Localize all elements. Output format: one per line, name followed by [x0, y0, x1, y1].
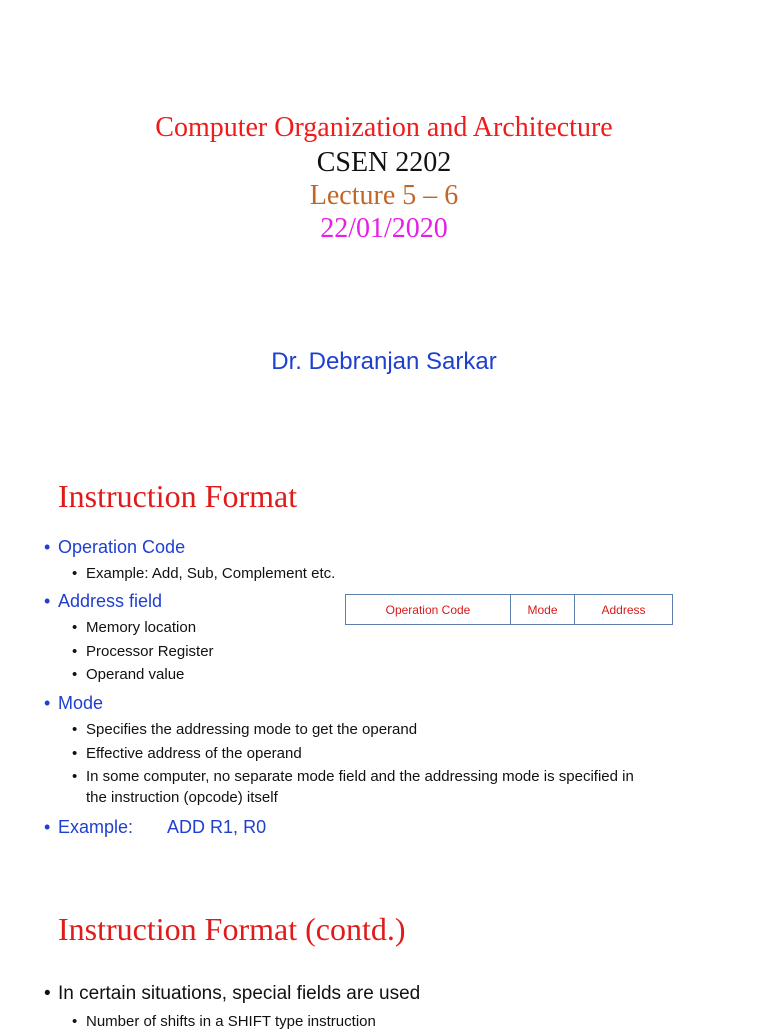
slide-heading: Instruction Format	[58, 478, 298, 514]
bullet-label: In certain situations, special fields are used	[58, 983, 421, 1004]
sub-bullet-operand-value	[72, 666, 184, 683]
sub-bullet-continuation: the instruction (opcode) itself	[86, 789, 278, 806]
bullet-dot: •	[72, 768, 78, 785]
sub-bullet-text: Example: Add, Sub, Complement etc.	[86, 565, 336, 582]
format-cell-mode: Mode	[511, 595, 575, 624]
lecture-number: Lecture 5 – 6	[309, 180, 459, 211]
instruction-format-contd-slide	[0, 880, 768, 1030]
lecture-date: 22/01/2020	[320, 213, 448, 244]
bullet-mode	[44, 693, 103, 714]
slide-heading: Instruction Format (contd.)	[58, 911, 406, 947]
author-name: Dr. Debranjan Sarkar	[271, 348, 497, 375]
course-code: CSEN 2202	[316, 147, 452, 178]
course-title: Computer Organization and Architecture	[155, 112, 613, 143]
bullet-dot: •	[72, 643, 78, 660]
bullet-dot: •	[72, 619, 78, 636]
sub-bullet-text: Effective address of the operand	[86, 745, 302, 762]
sub-bullet-text: Processor Register	[86, 643, 214, 660]
bullet-dot: •	[44, 591, 51, 611]
sub-bullet-text: Number of shifts in a SHIFT type instruction	[86, 1013, 376, 1030]
bullet-label: Address field	[58, 591, 163, 611]
sub-bullet-number-of-shifts	[72, 1013, 376, 1030]
bullet-special-fields	[44, 983, 420, 1005]
bullet-dot: •	[44, 817, 51, 837]
bullet-dot: •	[72, 745, 78, 762]
bullet-dot: •	[72, 565, 78, 582]
bullet-example	[44, 817, 266, 838]
bullet-dot: •	[44, 537, 51, 557]
instruction-format-slide	[0, 455, 768, 875]
format-cell-opcode: Operation Code	[346, 595, 511, 624]
sub-bullet-example	[72, 565, 335, 582]
format-cell-address: Address	[601, 602, 646, 617]
example-label: Example:	[58, 817, 134, 837]
bullet-address-field	[44, 591, 162, 612]
bullet-label: Mode	[58, 693, 104, 713]
bullet-dot: •	[72, 721, 78, 738]
bullet-label: Operation Code	[58, 537, 186, 557]
example-value: ADD R1, R0	[167, 817, 267, 837]
sub-bullet-separate-mode	[72, 768, 634, 785]
bullet-dot: •	[44, 983, 51, 1004]
sub-bullet-effective-address	[72, 745, 302, 762]
bullet-dot: •	[72, 1013, 78, 1030]
bullet-operation-code	[44, 537, 185, 558]
sub-bullet-text: Operand value	[86, 666, 185, 683]
sub-bullet-text: Specifies the addressing mode to get the operand	[86, 721, 418, 738]
sub-bullet-text: In some computer, no separate mode field and the addressing mode is specified in	[86, 768, 634, 785]
sub-bullet-memory-location	[72, 619, 196, 636]
sub-bullet-addressing-mode	[72, 721, 417, 738]
instruction-format-table	[345, 594, 673, 625]
sub-bullet-text: Memory location	[86, 619, 197, 636]
bullet-dot: •	[72, 666, 78, 683]
title-slide	[0, 90, 768, 410]
bullet-dot: •	[44, 693, 51, 713]
sub-bullet-processor-register	[72, 643, 214, 660]
